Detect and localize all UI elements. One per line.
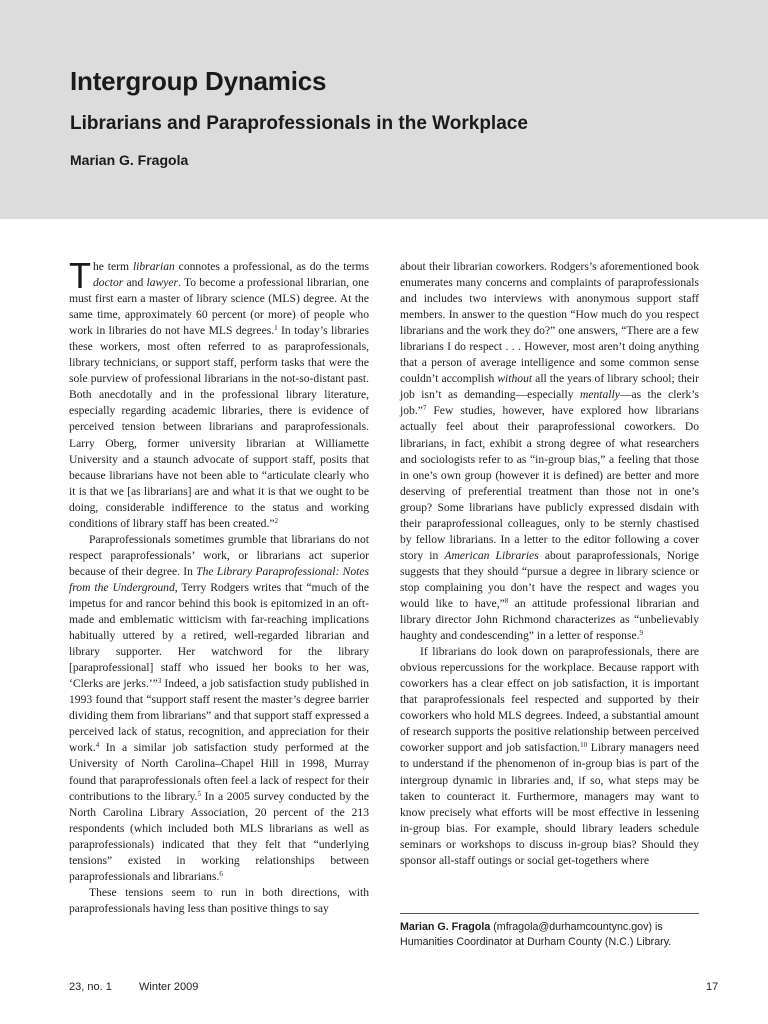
footnote-ref: 8 — [504, 596, 509, 605]
paragraph — [69, 885, 369, 917]
footnote-ref: 4 — [95, 741, 100, 750]
footer-season: Winter 2009 — [139, 981, 199, 993]
italic-text: The Library Paraprofessional: Notes from the Underground — [69, 564, 369, 594]
body-text: , Terry Rodgers writes that “much of the impetus for and rancor behind this book is epitomized in an oft-made and emblematic witticism with far-reaching implications habitually uttered by a retired, well-regarded librarian and library supporter. Her watchword for the library [paraprofessional] staff who issued her books to her was, ‘Clerks are jerks.’” — [69, 580, 369, 691]
body-text: —as the clerk’s job.” — [400, 388, 699, 418]
article-subtitle: Librarians and Paraprofessionals in the Workplace — [70, 113, 528, 134]
footnote-ref: 6 — [219, 869, 223, 878]
body-text: If librarians do look down on paraprofessionals, there are obvious repercussions for the workplace. Because rapport with coworkers has a clear effect on job satisfaction, it is important that paraprofessionals feel respected and supported by their coworkers who hold MLS degrees. Indeed, a substantial amount of research supports the positive relationship between perceived coworker support and job satisfaction. — [400, 645, 699, 755]
left-column — [69, 255, 370, 917]
drop-cap: T — [69, 255, 91, 296]
body-text: In a similar job satisfaction study performed at the University of North Carolina–Chapel Hill in 1998, Murray found that paraprofessionals often feel a lack of respect for their contributions to the library. — [69, 741, 369, 803]
italic-text: doctor — [93, 276, 124, 290]
body-text: Few studies, however, have explored how librarians actually feel about their paraprofessional coworkers. Do librarians, in fact, exhibit a strong degree of what researchers and sociologists refer to as “in-group bias,” a feeling that those in one’s own group (however it is defined) are better and more deserving of preferential treatment than those not in one’s group? Some librarians have publicly expressed disdain with their paraprofessional colleagues, only to be sternly chastised by fellow librarians. In a letter to the editor following a cover story in — [400, 404, 699, 562]
body-text: In today’s libraries these workers, most often referred to as paraprofessionals, library technicians, or support staff, perform tasks that were the sole purview of professional librarians in the not-so-distant past. Both anecdotally and in the professional library literature, especially regarding academic libraries, there is evidence of perceived tension between librarians and paraprofessionals. Larry Oberg, former university librarian at Williamette University and a staunch advocate of support staff, posits that because librarians have not been able to “articulate clearly who it is that we [as librarians] are and what it is that we ought to be doing, considerable indifference to the status and working conditions of library staff has been created.” — [69, 324, 369, 530]
footnote-ref: 3 — [157, 677, 162, 686]
footnote-ref: 2 — [274, 516, 278, 525]
italic-text: mentally — [579, 388, 620, 402]
bio-name: Marian G. Fragola — [400, 921, 491, 933]
header-band — [0, 0, 768, 219]
bio-divider — [400, 913, 699, 914]
body-text: Library managers need to understand if the phenomenon of in-group bias is part of the intergroup dynamic in libraries and, if so, what steps may be taken to counteract it. Furthermore, managers may want to know precisely what efforts will be most effective in lessening in-group bias. For example, should library leaders schedule seminars or workshops to discuss in-group bias? Should they sponsor all-staff outings or social get-togethers where — [400, 741, 699, 867]
paragraph — [400, 644, 699, 869]
footnote-ref: 10 — [580, 741, 588, 750]
footer-volume: 23, no. 1 — [69, 981, 112, 993]
body-text: . To become a professional librarian, one must first earn a master of library science (MLS) degree. At the same time, approximately 60 percent (or more) of people who work in libraries do not have MLS degrees. — [69, 276, 369, 338]
footnote-ref: 5 — [197, 789, 201, 798]
body-text: These tensions seem to run in both directions, with paraprofessionals having less than positive things to say — [69, 885, 369, 915]
body-text: Indeed, a job satisfaction study published in 1993 found that “support staff resent the master’s degree barrier dividing them from librarians” and that support staff expressed a perceived lack of status, recognition, and appreciation for their work. — [69, 677, 370, 755]
right-column — [400, 259, 699, 869]
body-text: about paraprofessionals, Norige suggests that they should “pursue a degree in library science or stop complaining you don’t have the respect and wages you would like to have,” — [400, 548, 699, 610]
italic-text: librarian — [132, 260, 175, 273]
italic-text: American Libraries — [444, 548, 539, 562]
footnote-ref: 9 — [639, 629, 644, 638]
italic-text: without — [497, 372, 533, 386]
paragraph — [69, 532, 369, 885]
footnote-ref: 1 — [274, 324, 278, 333]
page-number: 17 — [706, 981, 719, 993]
body-text: all the years of library school; their job isn’t as demanding—especially — [400, 372, 699, 402]
body-text: In a 2005 survey conducted by the North Carolina Library Association, 20 percent of the 213 respondents (which included both MLS librarians as well as paraprofessionals) indicated that they felt that “underlying tensions” existed in working relationships between paraprofessionals and librarians. — [69, 789, 369, 883]
article-title: Intergroup Dynamics — [70, 66, 327, 96]
paragraph — [69, 255, 369, 532]
body-text: and — [123, 276, 147, 290]
paragraph — [400, 259, 699, 644]
body-text: connotes a professional, as do the terms — [174, 260, 369, 273]
bio-text: (mfragola@durhamcountync.gov) is Humanities Coordinator at Durham County (N.C.) Library. — [400, 921, 672, 948]
article-author: Marian G. Fragola — [70, 152, 189, 168]
author-bio — [400, 920, 700, 950]
body-text: about their librarian coworkers. Rodgers’s aforementioned book enumerates many concerns and complaints of paraprofessionals and includes two interviews with anonymous support staff members. In answer to the question “How much do you respect librarians and the work they do?” one answers, “There are a few librarians I do respect . . . However, most aren’t doing anything that a person of average intelligence and some common sense couldn’t accomplish — [400, 260, 699, 386]
italic-text: lawyer — [146, 276, 179, 290]
body-text: an attitude professional librarian and library director John Richmond characterizes as “unbelievably haughty and condescending” in a letter of response. — [400, 596, 700, 643]
footnote-ref: 7 — [422, 404, 427, 413]
body-text: he term — [93, 260, 133, 273]
body-text: Paraprofessionals sometimes grumble that librarians do not respect paraprofessionals’ work, or librarians act superior because of their degree. In — [69, 532, 369, 578]
